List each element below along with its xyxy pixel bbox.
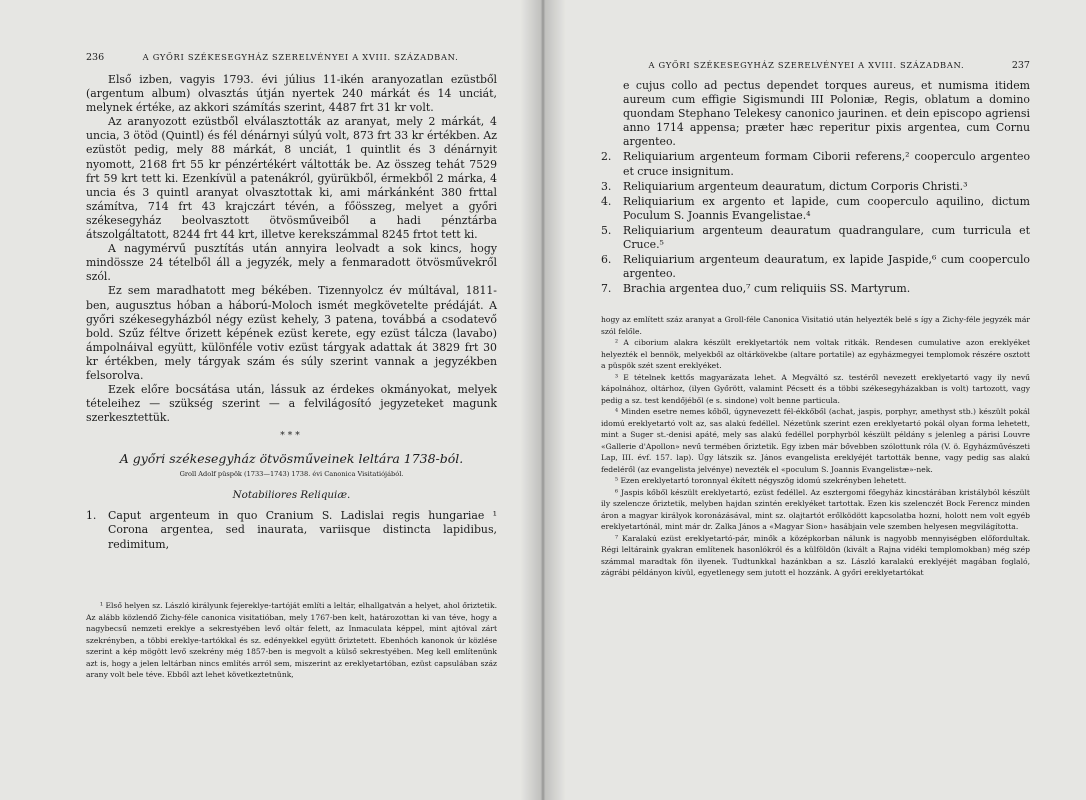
inventory-entry bbox=[601, 224, 1030, 252]
entry-text: Reliquiarium ex argento et lapide, cum cooperculo aquilino, dictum Poculum S. Joannis Evangelistae.⁴ bbox=[623, 194, 1030, 222]
inventory-entry-continuation: e cujus collo ad pectus dependet torques aureus, et numisma itidem aureum cum effigie Sigismundi III Poloniæ, Regis, oblatum a domino quondam Stephano Telekesy canonico jaurinen. et dein episcopo agriensi anno 1714 appensa; præter hæc reperitur pixis argentea, cum Cornu argenteo. bbox=[623, 79, 1030, 149]
paragraph: Ezek előre bocsátása után, lássuk az érdekes okmányokat, melyek tételeihez — szükség szerint — a felvilágosító jegyzeteket magunk szerkesztettük. bbox=[86, 383, 497, 425]
entry-number: 3. bbox=[601, 179, 612, 193]
entry-text: Reliquiarium argenteum deauratum quadrangulare, cum turricula et Cruce.⁵ bbox=[623, 223, 1030, 252]
paragraph: Első izben, vagyis 1793. évi július 11-ikén aranyozatlan ezüstből (argentum album) olvasztás útján nyertek 240 márkát és 14 unciát, melynek értéke, az akkori számítás szerint, 4487 frt 31 kr volt. bbox=[86, 73, 497, 115]
footnote: ⁶ Jaspis kőből készült ereklyetartó, ezüst fedéllel. Az esztergomi főegyház kincstárában kristályból készült ily szelencze őriztetik, melyben hajdan szintén ereklyéket tartottak. Ezen kis szelenczét Bock Ferencz minden áron a magyar királyok koronázásával, mint sz. olajtartót erőlködött kapcsolatba hozni, holott nem volt egyéb ereklyetartónál, mint már dr. Zalka János a «Magyar Sion» hasábjain vele szemben helyesen megvilágította. bbox=[601, 487, 1030, 532]
running-head-title-right: A GYŐRI SZÉKESEGYHÁZ SZERELVÉNYEI A XVIII. SZÁZADBAN. bbox=[648, 60, 965, 70]
footnote: hogy az említett száz aranyat a Groll-féle Canonica Visitatió után helyezték belé s így a Zichy-féle jegyzék már szól felőle. bbox=[601, 315, 1030, 336]
right-page bbox=[543, 0, 1086, 800]
footnote: ⁴ Minden esetre nemes kőből, úgynevezett fél-ékkőből (achat, jaspis, porphyr, amethyst stb.) készült pokál idomú ereklyetartó volt az, sas alakú fedéllel. Nézetünk szerint ezen ereklyetartó pokál olyan forma lehetett, mint a Suger st.-denisi apáté, mely sas alakú fedéllel porphyrból készült példány s jelenleg a párisi Louvre «Gallerie d'Apollon» nevű termében őriztetik. Egy izben már bővebben szólottunk róla (V. ö. Egyházművészeti Lap, III. évf. 157. lap). Úgy látszik sz. János evangelista ereklyéjét tartották benne, vagy pedig sas alakú fedeléről (az evangelista jelvénye) nevezték el «poculum S. Joannis Evangelistæ»-nek. bbox=[601, 407, 1030, 474]
footnote: ⁷ Karalakú ezüst ereklyetartó-pár, minők a középkorban nálunk is nagyobb mennyiségben előfordultak. Régi leltáraink gyakran említenek hasonlókról és a külföldön (kivált a Rajna vidéki templomokban) még szép számmal maradtak fön ilyenek. Tudtunkkal hazánkban a sz. László karalakú ereklyéjét magában foglaló, zágrábi példányon kívül, egyetlenegy sem jutott el hozzánk. A győri ereklyetartókat bbox=[601, 533, 1030, 578]
footnote: ³ E tételnek kettős magyarázata lehet. A Megváltó sz. testéről nevezett ereklyetartó vagy ily nevű kápolnához, oltárhoz, (ilyen Győrött, valamint Pécsett és a többi székesegyházakban is volt) tartozott, vagy pedig a sz. test kendőjéből (e s. sindone) volt benne particula. bbox=[601, 372, 1030, 405]
inventory-entry bbox=[601, 150, 1030, 178]
inventory-entry bbox=[601, 195, 1030, 223]
entry-number: 2. bbox=[601, 150, 612, 164]
entry-text: Caput argenteum in quo Cranium S. Ladislai regis hungariae ¹ Corona argentea, sed inaurata, variisque distincta lapidibus, redimitum, bbox=[108, 509, 497, 551]
footnote: ² A ciborium alakra készült ereklyetartók nem voltak ritkák. Rendesen cumulative azon ereklyéket helyezték el bennök, melyekből az oltárkövekbe (altare portatile) az egyházmegyei templomok részére osztott a püspök szét szent ereklyéket. bbox=[601, 338, 1030, 371]
entry-number: 4. bbox=[601, 194, 612, 208]
page-number-right: 237 bbox=[1011, 60, 1030, 71]
entry-text: Brachia argentea duo,⁷ cum reliquiis SS. Martyrum. bbox=[623, 282, 911, 296]
running-head-right bbox=[601, 60, 1030, 71]
footnotes-right bbox=[601, 314, 1030, 579]
document-title: A győri székesegyház ötvösműveinek leltára 1738-ból. bbox=[119, 451, 464, 467]
section-separator: *** bbox=[280, 431, 303, 442]
document-subtitle: Groll Adolf püspök (1733—1743) 1738. évi Canonica Visitatiójából. bbox=[179, 470, 404, 479]
page-number-left: 236 bbox=[86, 52, 105, 63]
entry-text: Reliquiarium argenteum deauratum, dictum Corporis Christi.³ bbox=[623, 179, 968, 193]
inventory-entry bbox=[601, 253, 1030, 281]
entry-number: 5. bbox=[601, 223, 612, 237]
entry-number: 7. bbox=[601, 282, 612, 296]
paragraph: Az aranyozott ezüstből elválasztották az aranyat, mely 2 márkát, 4 uncia, 3 ötöd (Quintl) és fél dénárnyi súlyú volt, 873 frt 33 kr értékben. Az ezüstöt pedig, mely 88 márkát, 8 unciát, 1 quintlit és 3 dénárnyit nyomott, 2168 frt 55 kr pénzértékért váltották be. Az összeg tehát 7529 frt 59 krt tett ki. Ezenkívül a patenákról, gyürükből, érmekből 2 márka, 4 uncia és 3 quintl aranyat olvasztottak ki, ami márkánként 380 frttal számítva, 714 frt 43 krajczárt tévén, a főösszeg, melyet a győri székesegyház beolvasztott ötvösműveiből a hadi pénztárba átszolgáltatott, 8244 frt 44 krt, illetve kerekszámmal 8245 frtot tett ki. bbox=[86, 115, 497, 242]
running-head-title-left: A GYŐRI SZÉKESEGYHÁZ SZERELVÉNYEI A XVIII. SZÁZADBAN. bbox=[142, 52, 459, 62]
inventory-list-right bbox=[601, 79, 1030, 296]
paragraph: Ez sem maradhatott meg békében. Tizennyolcz év múltával, 1811-ben, augusztus hóban a háború-Moloch ismét megkövetelte prédáját. A győri székesegyházból négy ezüst kehely, 3 patena, továbbá a csodatevő bold. Szűz féltve őrizett képének ezüst kerete, egy ezüst tálcza (lavabo) ámpolnáival együtt, különféle votiv ezüst tárgyak adattak át 3829 frt 30 kr értékben, mely tárgyak szám és súly szerint vannak a jegyzékben felsorolva. bbox=[86, 284, 497, 382]
footnote: ¹ Első helyen sz. László királyunk fejereklye-tartóját említi a leltár, elhallgatván a helyet, ahol őriztetik. Az alább közlendő Zichy-féle canonica visitatióban, mely 1767-ben kelt, határozottan ki van téve, hogy a nagybecsű nemzeti ereklye a sekrestyében levő oltár felett, az Inmaculata képpel, mint ajtóval zárt szekrényben, a többi ereklye-tartókkal és sz. edényekkel együtt őriztetett. Ebenhóch kanonok úr közlése szerint a kép mögött levő szekrény még 1857-ben is megvolt a külső sekrestyében. Meg kell említenünk azt is, hogy a jelen leltárban nincs említés arról sem, miszerint az ereklyetartóban, ezüst capsulában száz arany volt bele téve. Ebből azt lehet következtetnünk, bbox=[86, 601, 497, 679]
entry-text: Reliquiarium argenteum formam Ciborii referens,² cooperculo argenteo et cruce insignitum. bbox=[623, 150, 1030, 178]
paragraph: A nagymérvű pusztítás után annyira leolvadt a sok kincs, hogy mindössze 24 tételből áll a jegyzék, mely a fenmaradott ötvösművekről szól. bbox=[86, 242, 497, 284]
left-body-text bbox=[86, 73, 497, 425]
inventory-list-left bbox=[86, 509, 497, 551]
entry-text: Reliquiarium argenteum deauratum, ex lapide Jaspide,⁶ cum cooperculo argenteo. bbox=[623, 253, 1030, 281]
entry-number: 1. bbox=[86, 509, 97, 523]
section-title: Notabiliores Reliquiæ. bbox=[232, 489, 351, 502]
footnotes-left bbox=[86, 600, 497, 681]
footnote: ⁵ Ezen ereklyetartó toronnyal ékített négyszög idomú szekrényben lehetett. bbox=[615, 476, 907, 486]
inventory-entry bbox=[601, 180, 1030, 194]
inventory-entry bbox=[86, 509, 497, 551]
entry-number: 6. bbox=[601, 253, 612, 267]
running-head-left bbox=[86, 52, 497, 63]
inventory-entry bbox=[601, 282, 1030, 296]
